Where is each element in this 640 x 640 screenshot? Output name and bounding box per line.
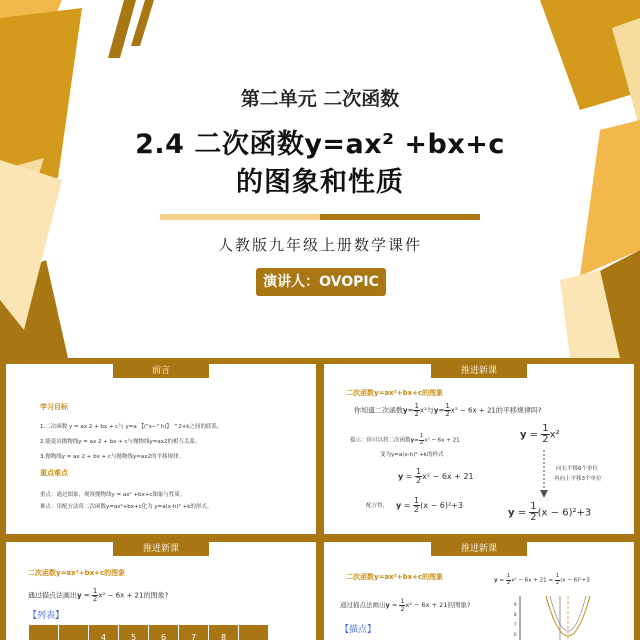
slide-header: 推进新课 [431, 364, 527, 378]
parabola-graph [510, 596, 620, 640]
table-cell [29, 625, 59, 640]
slide-thumbnail-plot[interactable] [324, 542, 634, 640]
table-cell: 6 [149, 625, 179, 640]
axis-label: 7 [514, 622, 517, 627]
list-label: 【列表】 [28, 611, 65, 621]
difficulty-point: 难点：用配方法将二次函数y=ax²+bx+c化为 y=a(x-h)² +k的形式。 [40, 504, 213, 510]
equation-right-top: y = $\frac{1}{2}$ x² [520, 423, 560, 445]
question-prefix: 你知道二次函数 [354, 406, 403, 415]
goal-item-1: 1.二次函数 y = ax 2 + bx + c与 y=a 【("x−" h)】 ^2+k之间的联系。 [40, 424, 223, 430]
value-table [28, 624, 269, 640]
divider-light [160, 214, 320, 220]
table-row [29, 625, 269, 640]
slide-header: 推进新课 [113, 542, 209, 556]
table-cell: 4 [89, 625, 119, 640]
shift-up-text: 再向上平移3个单位 [554, 476, 602, 482]
section-title: 二次函数y=ax²+bx+c的图象 [28, 569, 126, 577]
shift-right-text: 向右平移6个单位 [556, 466, 598, 472]
decor-stripe2 [131, 0, 154, 46]
unit-title: 第二单元 二次函数 [240, 88, 400, 110]
down-arrow-icon [538, 450, 550, 500]
decor-stripe1 [108, 0, 136, 58]
goal-item-3: 3.抛物线y = ax 2 + bx + c与抛物线y=ax2的平移规律。 [40, 454, 184, 460]
table-cell [59, 625, 89, 640]
formula-top: y = $\frac{1}{2}$ x² − 6x + 21 = $\frac{1}{2}$ (x − 6)²+3 [494, 573, 590, 586]
table-cell: 7 [179, 625, 209, 640]
divider-dark [320, 214, 480, 220]
key-point: 重点：通过图象，观察抛物线y = ax² +bx+c图象与性质。 [40, 492, 186, 498]
equation-right-bottom: y = $\frac{1}{2}$ (x − 6)²+3 [508, 501, 592, 523]
slide-header: 推进新课 [431, 542, 527, 556]
speaker-badge: 演讲人：OVOPIC [256, 268, 386, 296]
plot-question: 通过描点法画出y = $\frac{1}{2}$ x² − 6x + 21的图象? [340, 597, 471, 613]
section-learning-goals: 学习目标 [40, 403, 68, 411]
lesson-title-line2: 的图象和性质 [236, 167, 404, 198]
slide-thumbnail-table[interactable] [6, 542, 316, 640]
slide-thumbnail-intro[interactable] [6, 364, 316, 534]
hint-line2: 变为y=a(x-h)² +k的样式 [380, 452, 444, 458]
plot-points-label: 【描点】 [340, 625, 377, 635]
plot-question: 通过描点法画出y = $\frac{1}{2}$ x² − 6x + 21的图象? [28, 587, 169, 603]
axis-label: 8 [514, 612, 517, 617]
slide-header: 前言 [113, 364, 209, 378]
question-suffix: 的平移规律吗? [495, 406, 542, 415]
equation-vertex-form: y = $\frac{1}{2}$ (x − 6)²+3 [396, 496, 463, 514]
goal-item-2: 2.能说出抛物线y = ax 2 + bx + c与抛物线y=ax2的相互关系。 [40, 439, 201, 445]
slide-thumbnail-translation[interactable] [324, 364, 634, 534]
section-title: 二次函数y=ax²+bx+c的图象 [346, 573, 444, 581]
course-subtitle: 人教版九年级上册数学课件 [217, 236, 422, 254]
table-cell: 8 [209, 625, 239, 640]
completing-square-label: 配方得， [366, 503, 389, 509]
axis-label: 9 [514, 602, 517, 607]
hint-text: 提示：你可以将二次函数y= $\frac{1}{2}$ x² − 6x + 21 [350, 433, 460, 446]
section-key-points: 重点难点 [40, 469, 68, 477]
table-cell: 5 [119, 625, 149, 640]
translation-question: 你知道二次函数y= $\frac{1}{2}$ x²与y= $\frac{1}{2}$ x² − 6x + 21的平移规律吗? [354, 402, 542, 418]
table-cell [239, 625, 269, 640]
equation-middle: y = $\frac{1}{2}$ x² − 6x + 21 [398, 467, 474, 485]
section-title: 二次函数y=ax²+bx+c的图象 [346, 389, 444, 397]
lesson-title-line1: 2.4 二次函数y=ax² +bx+c [135, 129, 505, 160]
axis-label: 6 [514, 632, 517, 637]
question-mid: 与 [426, 406, 434, 415]
